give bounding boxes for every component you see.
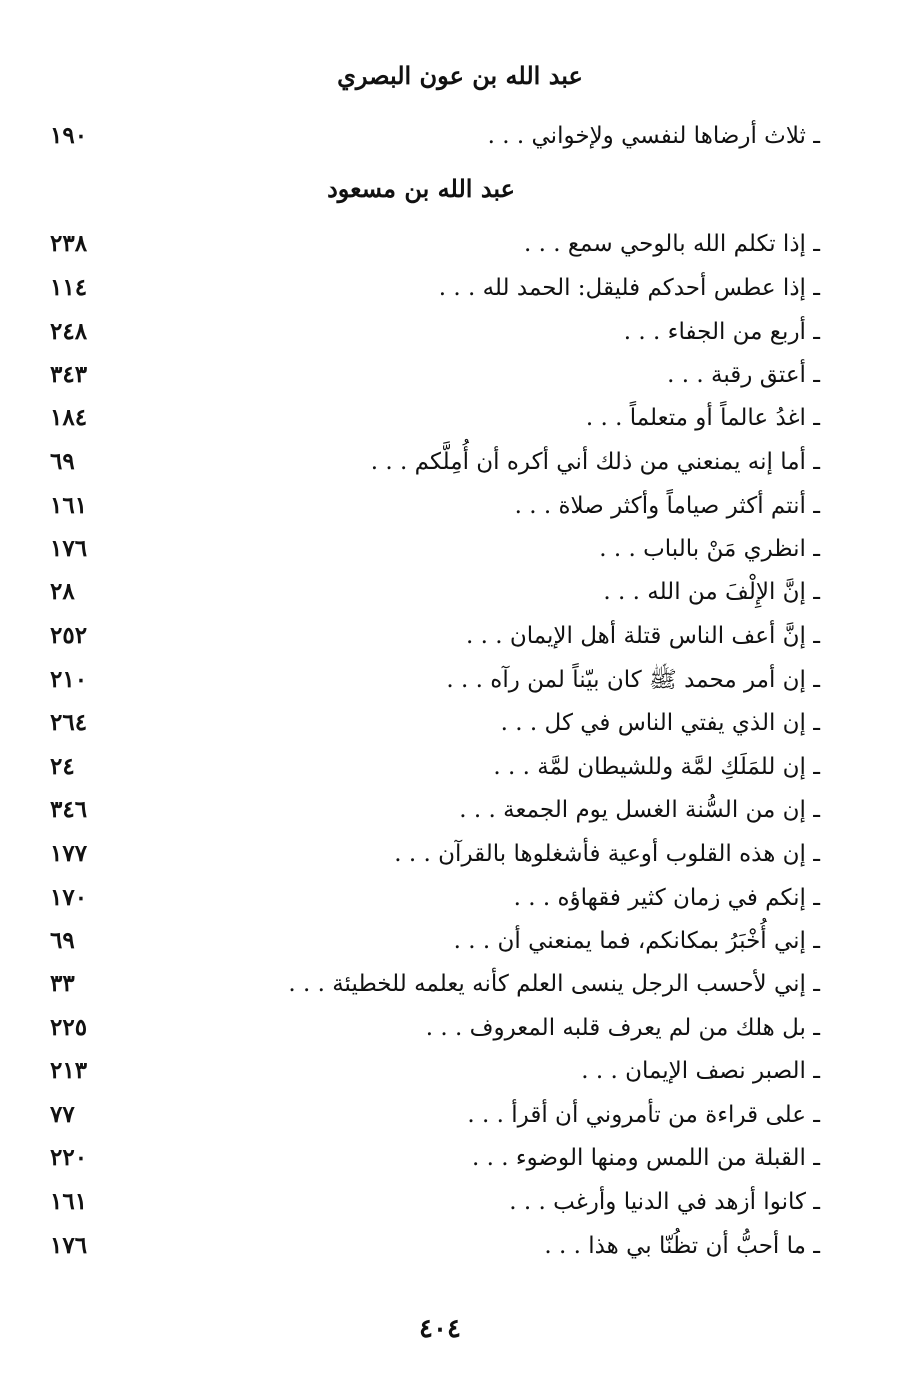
entry-text: ـ أما إنه يمنعني من ذلك أني أكره أن أُمِلَّكم . . . bbox=[370, 449, 820, 475]
entry-text: ـ ثلاث أرضاها لنفسي ولإخواني . . . bbox=[487, 123, 820, 149]
entry-page-number: ١٧٧ bbox=[50, 840, 88, 867]
entry-page-number: ٢٤ bbox=[50, 753, 75, 780]
index-entry bbox=[50, 966, 820, 1010]
entry-text: ـ إنَّ الإِلْفَ من الله . . . bbox=[603, 579, 820, 605]
index-entry bbox=[50, 226, 820, 270]
index-entry bbox=[50, 357, 820, 401]
entry-text: ـ أنتم أكثر صياماً وأكثر صلاة . . . bbox=[514, 493, 820, 519]
index-entry bbox=[50, 1097, 820, 1141]
entry-text: ـ إذا عطس أحدكم فليقل: الحمد لله . . . bbox=[438, 275, 820, 301]
index-entry bbox=[50, 270, 820, 314]
entry-text: ـ إن من السُّنة الغسل يوم الجمعة . . . bbox=[459, 797, 820, 823]
index-entry bbox=[50, 1010, 820, 1054]
entry-text: ـ إني لأحسب الرجل ينسى العلم كأنه يعلمه للخطيئة . . . bbox=[288, 971, 820, 997]
entry-page-number: ٣٤٦ bbox=[50, 796, 88, 823]
entry-page-number: ١٩٠ bbox=[50, 122, 88, 149]
entry-page-number: ٢٤٨ bbox=[50, 318, 88, 345]
entry-page-number: ٦٩ bbox=[50, 448, 75, 475]
section-heading: عبد الله بن عون البصري bbox=[337, 61, 583, 90]
index-entry bbox=[50, 314, 820, 358]
index-entry bbox=[50, 792, 820, 836]
entry-text: ـ إن الذي يفتي الناس في كل . . . bbox=[500, 710, 820, 736]
index-entry bbox=[50, 118, 820, 162]
entry-page-number: ٢٢٠ bbox=[50, 1144, 88, 1171]
entry-page-number: ١٧٦ bbox=[50, 1232, 88, 1259]
index-entry bbox=[50, 1184, 820, 1228]
entry-text: ـ القبلة من اللمس ومنها الوضوء . . . bbox=[471, 1145, 820, 1171]
entry-text: ـ ما أحبُّ أن تظُنّا بي هذا . . . bbox=[544, 1233, 820, 1259]
entry-text: ـ بل هلك من لم يعرف قلبه المعروف . . . bbox=[425, 1015, 820, 1041]
entry-page-number: ٢٥٢ bbox=[50, 622, 88, 649]
entry-page-number: ٢٣٨ bbox=[50, 230, 88, 257]
entry-page-number: ٢٦٤ bbox=[50, 709, 88, 736]
entry-page-number: ١٦١ bbox=[50, 1188, 88, 1215]
index-entry bbox=[50, 1140, 820, 1184]
index-entry bbox=[50, 705, 820, 749]
entry-text: ـ كانوا أزهد في الدنيا وأرغب . . . bbox=[509, 1189, 820, 1215]
entry-text: ـ إن أمر محمد ﷺ كان بيّناً لمن رآه . . . bbox=[446, 667, 820, 693]
index-entry bbox=[50, 531, 820, 575]
index-entry bbox=[50, 400, 820, 444]
entry-page-number: ١٧٦ bbox=[50, 535, 88, 562]
index-entry bbox=[50, 662, 820, 706]
index-entry bbox=[50, 836, 820, 880]
index-entry bbox=[50, 923, 820, 967]
index-entry bbox=[50, 1228, 820, 1272]
index-entry bbox=[50, 880, 820, 924]
entry-text: ـ أعتق رقبة . . . bbox=[667, 362, 820, 388]
index-entry bbox=[50, 444, 820, 488]
entry-page-number: ٣٤٣ bbox=[50, 361, 88, 388]
entry-text: ـ إنَّ أعف الناس قتلة أهل الإيمان . . . bbox=[465, 623, 820, 649]
index-entry bbox=[50, 488, 820, 532]
index-entry bbox=[50, 574, 820, 618]
entry-text: ـ الصبر نصف الإيمان . . . bbox=[581, 1058, 820, 1084]
entry-text: ـ إذا تكلم الله بالوحي سمع . . . bbox=[523, 231, 820, 257]
entry-text: ـ اغدُ عالماً أو متعلماً . . . bbox=[585, 405, 820, 431]
entry-page-number: ٦٩ bbox=[50, 927, 75, 954]
entry-text: ـ إني أُخْبَرُ بمكانكم، فما يمنعني أن . . . bbox=[453, 928, 820, 954]
index-entry bbox=[50, 1053, 820, 1097]
section-heading: عبد الله بن مسعود bbox=[327, 174, 515, 203]
entry-page-number: ١٧٠ bbox=[50, 884, 88, 911]
entry-page-number: ١٨٤ bbox=[50, 404, 88, 431]
entry-text: ـ على قراءة من تأمروني أن أقرأ . . . bbox=[467, 1102, 820, 1128]
entry-text: ـ إنكم في زمان كثير فقهاؤه . . . bbox=[513, 885, 820, 911]
entry-page-number: ١١٤ bbox=[50, 274, 88, 301]
entry-page-number: ٢١٠ bbox=[50, 666, 88, 693]
entry-page-number: ٢٢٥ bbox=[50, 1014, 88, 1041]
entry-text: ـ أربع من الجفاء . . . bbox=[623, 319, 820, 345]
entry-page-number: ٢١٣ bbox=[50, 1057, 88, 1084]
entry-page-number: ١٦١ bbox=[50, 492, 88, 519]
entry-text: ـ إن هذه القلوب أوعية فأشغلوها بالقرآن . . . bbox=[394, 841, 820, 867]
entry-text: ـ انظري مَنْ بالباب . . . bbox=[599, 536, 820, 562]
entry-text: ـ إن للمَلَكِ لمَّة وللشيطان لمَّة . . . bbox=[493, 754, 820, 780]
entry-page-number: ٢٨ bbox=[50, 578, 75, 605]
entry-page-number: ٧٧ bbox=[50, 1101, 75, 1128]
index-entry bbox=[50, 618, 820, 662]
page-number: ٤٠٤ bbox=[419, 1314, 461, 1344]
entry-page-number: ٣٣ bbox=[50, 970, 75, 997]
index-entry bbox=[50, 749, 820, 793]
